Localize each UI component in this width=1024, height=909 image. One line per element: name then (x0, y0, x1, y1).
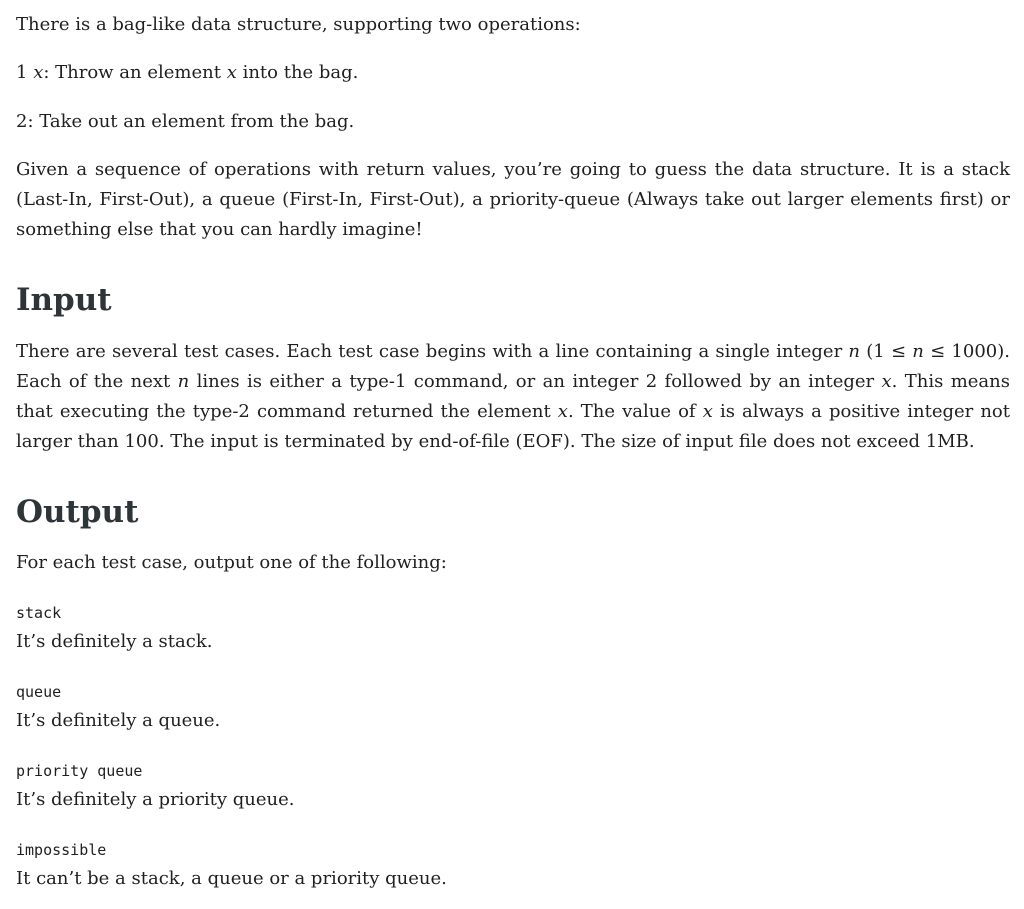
operation-2 (16, 107, 1010, 137)
output-code-impossible: impossible (16, 841, 107, 859)
input-text-3: ≤ 1000). Each of the next (16, 341, 1010, 392)
output-code-priority-queue: priority queue (16, 762, 143, 780)
op1-variable: x (33, 62, 44, 83)
var-x: x (702, 401, 713, 422)
input-text-7: . The value of (567, 401, 703, 422)
var-x: x (557, 401, 568, 422)
output-code-stack: stack (16, 604, 62, 622)
input-text-2: (1 ≤ (860, 341, 913, 362)
var-n: n (848, 341, 861, 362)
intro-description: Given a sequence of operations with return values, you’re going to guess the data structure. It is a stack (Last-In, First-Out), a queue (First-In, First-Out), a priority-queue (Always take out larger elements first) or something else that you can hardly imagine! (16, 159, 1010, 240)
op1-variable-2: x (226, 62, 237, 83)
output-desc-priority-queue: It’s definitely a priority queue. (16, 789, 295, 810)
op2-text: : Take out an element from the bag. (27, 111, 355, 132)
number-two: 2 (645, 371, 658, 392)
input-text-4: lines is either a type-1 command, or an integer (189, 371, 646, 392)
input-text-9: . The input is terminated by end-of-file (EOF). The size of input file does not exceed 1MB. (158, 431, 975, 452)
input-text-5: followed by an integer (657, 371, 882, 392)
var-n: n (912, 341, 924, 362)
output-code-queue: queue (16, 683, 62, 701)
output-lead: For each test case, output one of the following: (16, 552, 447, 573)
input-text-8: is always a positive integer not larger than (16, 401, 1011, 452)
op1-number: 1 (16, 62, 28, 83)
var-n: n (177, 371, 190, 392)
input-text-6: . This means that executing the type-2 command returned the element (16, 371, 1010, 422)
output-desc-impossible: It can’t be a stack, a queue or a priority queue. (16, 868, 447, 889)
op2-number: 2 (16, 111, 28, 132)
output-heading: Output (16, 494, 139, 530)
output-desc-queue: It’s definitely a queue. (16, 710, 221, 731)
input-text-1: There are several test cases. Each test case begins with a line containing a single integer (16, 341, 849, 362)
input-description (16, 337, 1010, 457)
output-desc-stack: It’s definitely a stack. (16, 631, 213, 652)
operation-1 (16, 58, 1010, 88)
number-hundred: 100 (124, 431, 159, 452)
intro-line: There is a bag-like data structure, supporting two operations: (16, 14, 581, 35)
op1-text-a: : Throw an element (43, 62, 227, 83)
input-heading: Input (16, 282, 112, 318)
var-x: x (881, 371, 892, 392)
op1-text-b: into the bag. (236, 62, 359, 83)
